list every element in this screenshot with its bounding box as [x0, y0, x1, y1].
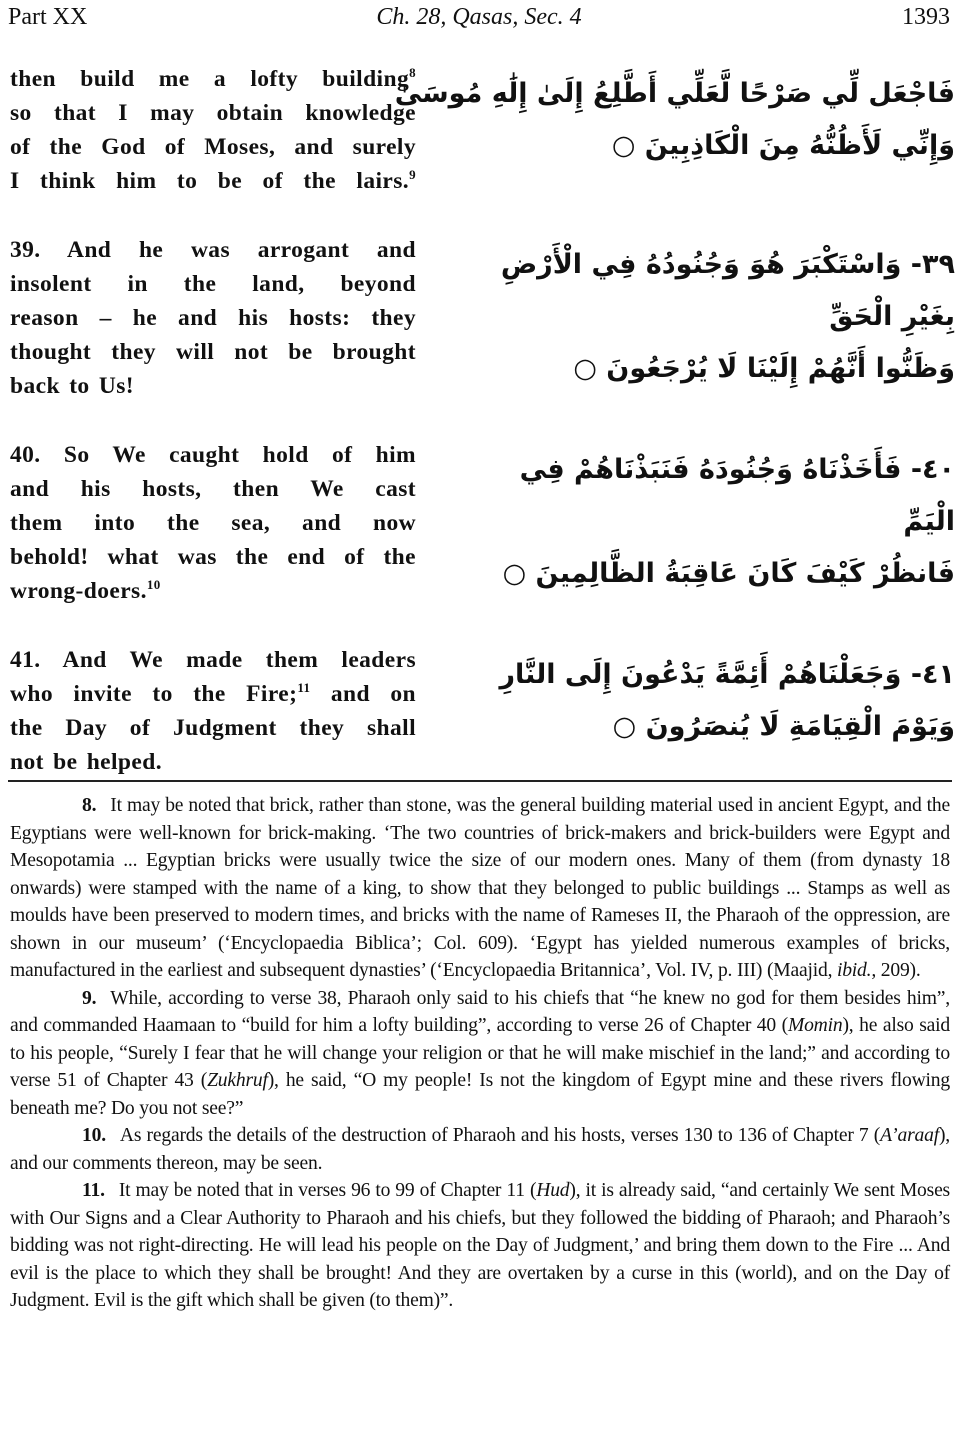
footnote-divider: [8, 780, 952, 782]
verse-text: thought they will not be brought: [10, 339, 416, 365]
verse-text: and on: [310, 681, 417, 707]
footnote-text: Hud: [536, 1180, 570, 1201]
arabic-line: فَانظُرْ كَيْفَ كَانَ عَاقِبَةُ الظَّالِمِينَ ○: [502, 558, 955, 589]
footnote-text: Momin: [787, 1015, 843, 1036]
footnote-text: ), it is already said, “and certainly We sent Moses with Our Signs and a Clear Authority to Pharaoh and his chiefs, but they followed the bidding of Pharaoh; and Pharaoh’s bidding was not right-directing. He will lead his people on the Day of Judgment,’ and bring them down to the Fire ... And evil is the place to which they shall be brought! And they are overtaken by a curse in this (world), and on the Day of Judgment. Evil is the gift which shall be given (to them)”.: [10, 1180, 950, 1311]
verse-text: insolent in the land, beyond: [10, 271, 416, 297]
verse-arabic: [500, 233, 955, 403]
verse-text: and his hosts, then We cast: [10, 476, 416, 502]
verse-text: then build me a lofty building: [10, 66, 410, 92]
footnote-text: ), and our comments thereon, may be seen.: [10, 1125, 950, 1174]
footnote: [10, 985, 950, 1123]
footnote-number: 8.: [82, 795, 97, 816]
footnote-text: As regards the details of the destruction of Pharaoh and his hosts, verses 130 to 136 of Chapter 7 (: [119, 1125, 881, 1146]
arabic-line: بِغَيْرِ الْحَقِّ: [829, 301, 955, 332]
verse-text: 40. So We caught hold of him: [10, 442, 416, 468]
verse-line: [10, 574, 416, 608]
verse-english: [10, 643, 416, 779]
verse-line: [10, 677, 416, 711]
page-number: 1393: [902, 4, 950, 30]
footnote-text: A’araaf: [880, 1125, 939, 1146]
footnote-text: 209).: [876, 960, 921, 981]
footnote-text: ), he said, “O my people! Is not the kingdom of Egypt mine and these rivers flowing beneath me? Do you not see?”: [10, 1070, 950, 1119]
verse-text: I think him to be of the lairs.: [10, 168, 410, 194]
arabic-line: وَظَنُّوا أَنَّهُمْ إِلَيْنَا لَا يُرْجَعُونَ ○: [573, 353, 955, 384]
verse-line: [10, 438, 416, 472]
arabic-line: ٣٩- وَاسْتَكْبَرَ هُوَ وَجُنُودُهُ فِي الْأَرْضِ: [500, 249, 955, 280]
verse-line: [10, 369, 416, 403]
verse-text: 39. And he was arrogant and: [10, 237, 416, 263]
arabic-line: ٤٠- فَأَخَذْنَاهُ وَجُنُودَهُ فَنَبَذْنَاهُمْ فِي: [519, 454, 955, 485]
verse-text: who invite to the Fire;: [10, 681, 298, 707]
verse-text: behold! what was the end of the: [10, 544, 416, 570]
verse-arabic: [499, 643, 955, 779]
verse-block: [10, 438, 955, 608]
footnote: [10, 1122, 950, 1177]
arabic-line: الْيَمِّ: [903, 506, 955, 537]
verse-english: [10, 62, 416, 198]
verse-block: [10, 62, 955, 198]
verse-line: [10, 62, 416, 96]
verse-line: [10, 267, 416, 301]
verse-text: the Day of Judgment they shall: [10, 715, 416, 741]
verse-text: them into the sea, and now: [10, 510, 416, 536]
verse-line: [10, 540, 416, 574]
verse-text: not be helped.: [10, 749, 162, 775]
footnote-number: 11.: [82, 1180, 105, 1201]
verse-line: [10, 96, 416, 130]
footnote-text: While, according to verse 38, Pharaoh only said to his chiefs that “he knew no god for them besides him”, and commanded Haamaan to “build for him a lofty building”, according to verse 26 of Chapter 40 (: [10, 987, 950, 1036]
verse-arabic: [502, 438, 955, 608]
verse-line: [10, 506, 416, 540]
verse-line: [10, 301, 416, 335]
verse-text: reason – he and his hosts: they: [10, 305, 416, 331]
footnote-ref: 10: [146, 577, 161, 592]
footnote-number: 9.: [82, 987, 97, 1009]
footnote-number: 10.: [82, 1125, 106, 1146]
footnote: [10, 1177, 950, 1315]
verse-block: [10, 233, 955, 403]
verse-text: 41. And We made them leaders: [10, 647, 416, 673]
footnote-text: It may be noted that brick, rather than stone, was the general building material used in ancient Egypt, and the Egyptians were well-known for brick-making. ‘The two countries of brick-makers and brick-builders were Egypt and Mesopotamia ... Egyptian bricks were usually twice the size of our modern ones. Many of them (from dynasty 18 onwards) were stamped with the name of a king, to show that they belonged to public buildings ... Stamps as well as moulds have been preserved to modern times, and bricks with the name of Rameses II, the Pharaoh of the oppression, are shown in our museum’ (‘Encyclopaedia Biblica’; Col. 609). ‘Egypt has yielded numerous examples of bricks, manufactured in the earliest and subsequent dynasties’ (‘Encyclopaedia Britannica’, Vol. IV, p. III) (Maajid,: [10, 795, 950, 981]
verse-arabic: [394, 62, 955, 198]
verse-line: [10, 130, 416, 164]
footnote-ref: 9: [409, 167, 416, 182]
footnote-text: Zukhruf: [207, 1070, 268, 1091]
verses-section: [10, 62, 955, 814]
arabic-line: ٤١- وَجَعَلْنَاهُمْ أَئِمَّةً يَدْعُونَ إِلَى النَّارِ: [499, 659, 955, 690]
verse-line: [10, 335, 416, 369]
footnote: [10, 792, 950, 985]
page-header: [8, 4, 950, 34]
footnote-text: It may be noted that in verses 96 to 99 of Chapter 11 (: [118, 1180, 537, 1201]
chapter-title: Ch. 28, Qasas, Sec. 4: [376, 4, 582, 30]
arabic-line: وَيَوْمَ الْقِيَامَةِ لَا يُنصَرُونَ ○: [612, 711, 955, 742]
verse-text: wrong-doers.: [10, 578, 147, 604]
footnotes-section: [10, 792, 950, 1315]
footnote-ref: 8: [409, 65, 416, 80]
verse-line: [10, 745, 416, 779]
footnote-text: ), he also said to his people, “Surely I fear that he will change your religion or that he will make mischief in the land;” and according to verse 51 of Chapter 43 (: [10, 1015, 950, 1091]
verse-block: [10, 643, 955, 779]
verse-line: [10, 472, 416, 506]
part-label: Part XX: [8, 4, 88, 30]
footnote-text: ibid.,: [836, 960, 877, 981]
arabic-line: فَاجْعَل لِّي صَرْحًا لَّعَلِّي أَطَّلِعُ إِلَىٰ إِلَٰهِ مُوسَىٰ: [394, 78, 955, 109]
verse-text: so that I may obtain knowledge: [10, 100, 416, 126]
arabic-line: وَإِنِّي لَأَظُنُّهُ مِنَ الْكَاذِبِينَ ○: [611, 130, 955, 161]
verse-line: [10, 233, 416, 267]
verse-line: [10, 164, 416, 198]
verse-english: [10, 438, 416, 608]
verse-english: [10, 233, 416, 403]
verse-text: back to Us!: [10, 373, 134, 399]
verse-line: [10, 643, 416, 677]
footnote-ref: 11: [297, 680, 311, 695]
verse-line: [10, 711, 416, 745]
verse-text: of the God of Moses, and surely: [10, 134, 416, 160]
